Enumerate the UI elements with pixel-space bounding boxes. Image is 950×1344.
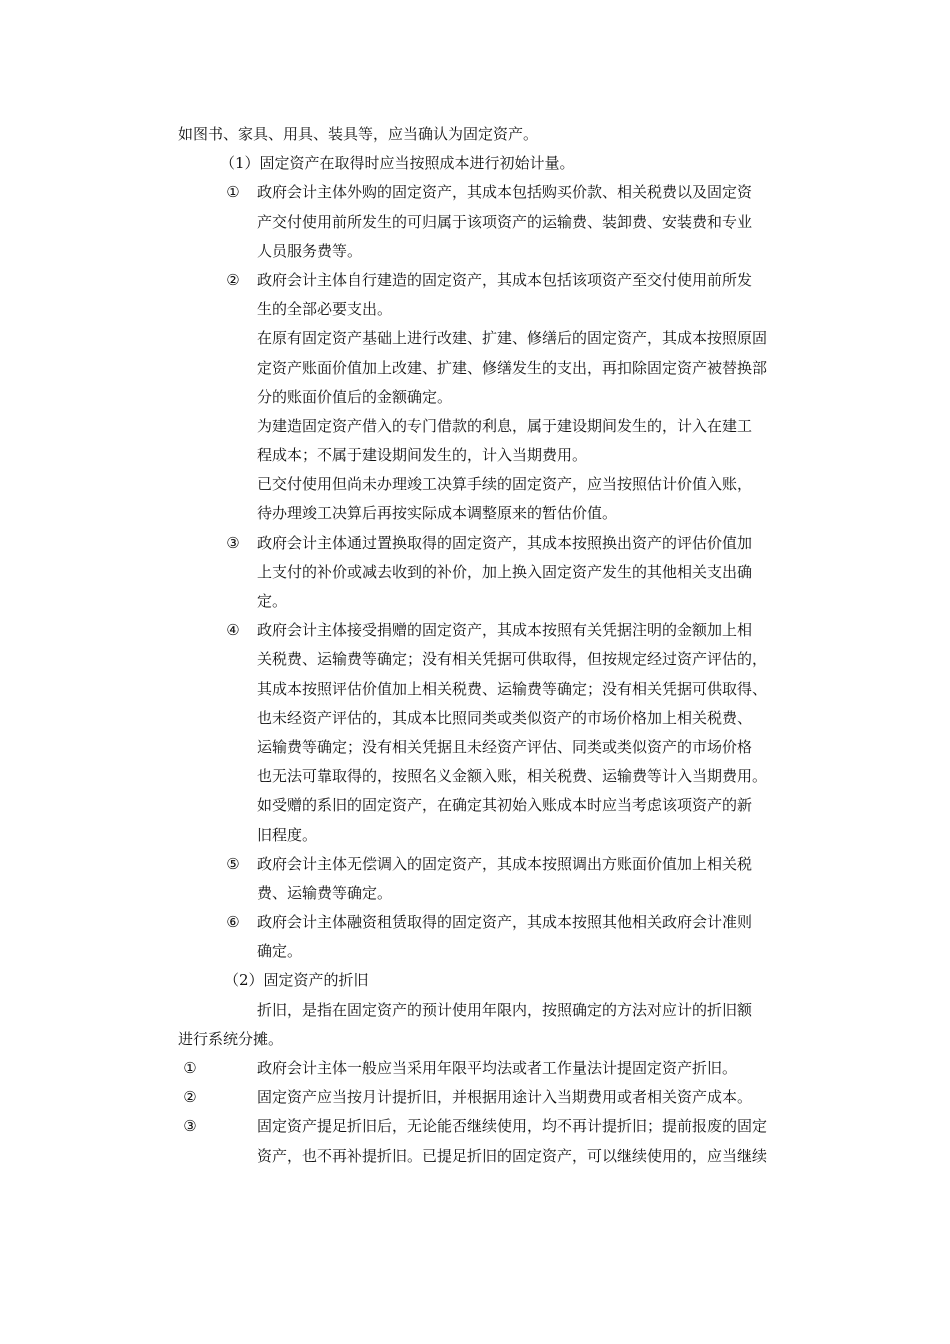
list-item-2-para: 程成本；不属于建设期间发生的，计入当期费用。	[257, 446, 588, 465]
list-item-4: ④ 政府会计主体接受捐赠的固定资产，其成本按照有关凭据注明的金额加上相	[178, 616, 810, 645]
depreciation-item-2: ② 固定资产应当按月计提折旧，并根据用途计入当期费用或者相关资产成本。	[178, 1083, 810, 1112]
list-item-2-cont: 生的全部必要支出。	[257, 300, 393, 319]
list-item-4-cont: 旧程度。	[257, 825, 318, 844]
item-number: ③	[183, 1117, 197, 1136]
item-number: ②	[226, 270, 240, 289]
list-item-3-cont: 上支付的补价或减去收到的补价，加上换入固定资产发生的其他相关支出确	[257, 562, 753, 581]
list-item-4-cont: 也未经资产评估的，其成本比照同类或类似资产的市场价格加上相关税费、	[257, 708, 753, 727]
paragraph-line: 进行系统分摊。	[178, 1029, 284, 1048]
section-heading-1: （1）固定资产在取得时应当按照成本进行初始计量。	[220, 154, 575, 173]
item-number: ②	[183, 1088, 197, 1107]
list-item-6-cont: 确定。	[257, 942, 303, 961]
list-item-5-cont: 费、运输费等确定。	[257, 883, 393, 902]
depreciation-item-3-cont: 资产，也不再补提折旧。已提足折旧的固定资产，可以继续使用的，应当继续	[257, 1146, 768, 1165]
item-number: ③	[226, 533, 240, 552]
list-item-2-para: 已交付使用但尚未办理竣工决算手续的固定资产，应当按照估计价值入账，	[257, 475, 753, 494]
item-number: ④	[226, 621, 240, 640]
list-item-1: ① 政府会计主体外购的固定资产，其成本包括购买价款、相关税费以及固定资	[178, 178, 810, 207]
paragraph-line: 如图书、家具、用具、装具等，应当确认为固定资产。	[178, 125, 539, 143]
item-number: ⑥	[226, 913, 240, 932]
list-item-3-cont: 定。	[257, 592, 288, 610]
list-item-4-cont: 如受赠的系旧的固定资产，在确定其初始入账成本时应当考虑该项资产的新	[257, 796, 753, 815]
list-item-2: ② 政府会计主体自行建造的固定资产，其成本包括该项资产至交付使用前所发	[178, 266, 810, 295]
list-item-6: ⑥ 政府会计主体融资租赁取得的固定资产，其成本按照其他相关政府会计准则	[178, 908, 810, 937]
item-number: ①	[183, 1059, 197, 1077]
list-item-2-para: 定资产账面价值加上改建、扩建、修缮发生的支出，再扣除固定资产被替换部	[257, 358, 768, 377]
item-number: ⑤	[226, 854, 240, 873]
list-item-2-para: 分的账面价值后的金额确定。	[257, 387, 453, 406]
section-heading-2: （2）固定资产的折旧	[224, 971, 369, 990]
depreciation-item-1: ① 政府会计主体一般应当采用年限平均法或者工作量法计提固定资产折旧。	[178, 1054, 810, 1083]
list-item-3: ③ 政府会计主体通过置换取得的固定资产，其成本按照换出资产的评估价值加	[178, 529, 810, 558]
list-item-2-para: 在原有固定资产基础上进行改建、扩建、修缮后的固定资产，其成本按照原固	[257, 329, 768, 348]
list-item-4-cont: 关税费、运输费等确定；没有相关凭据可供取得，但按规定经过资产评估的，	[257, 650, 768, 669]
list-item-4-cont: 运输费等确定；没有相关凭据且未经资产评估、同类或类似资产的市场价格	[257, 737, 753, 756]
list-item-5: ⑤ 政府会计主体无偿调入的固定资产，其成本按照调出方账面价值加上相关税	[178, 850, 810, 879]
list-item-2-para: 为建造固定资产借入的专门借款的利息，属于建设期间发生的，计入在建工	[257, 416, 753, 435]
list-item-4-cont: 也无法可靠取得的，按照名义金额入账，相关税费、运输费等计入当期费用。	[257, 767, 768, 786]
list-item-4-cont: 其成本按照评估价值加上相关税费、运输费等确定；没有相关凭据可供取得、	[257, 679, 768, 698]
list-item-2-para: 待办理竣工决算后再按实际成本调整原来的暂估价值。	[257, 504, 618, 523]
document-body	[178, 120, 810, 1171]
list-item-1-cont: 人员服务费等。	[257, 241, 363, 260]
list-item-1-cont: 产交付使用前所发生的可归属于该项资产的运输费、装卸费、安装费和专业	[257, 212, 753, 231]
depreciation-item-3: ③ 固定资产提足折旧后，无论能否继续使用，均不再计提折旧；提前报废的固定	[178, 1112, 810, 1141]
item-number: ①	[226, 183, 240, 202]
paragraph-line: 折旧，是指在固定资产的预计使用年限内，按照确定的方法对应计的折旧额	[257, 1000, 753, 1019]
